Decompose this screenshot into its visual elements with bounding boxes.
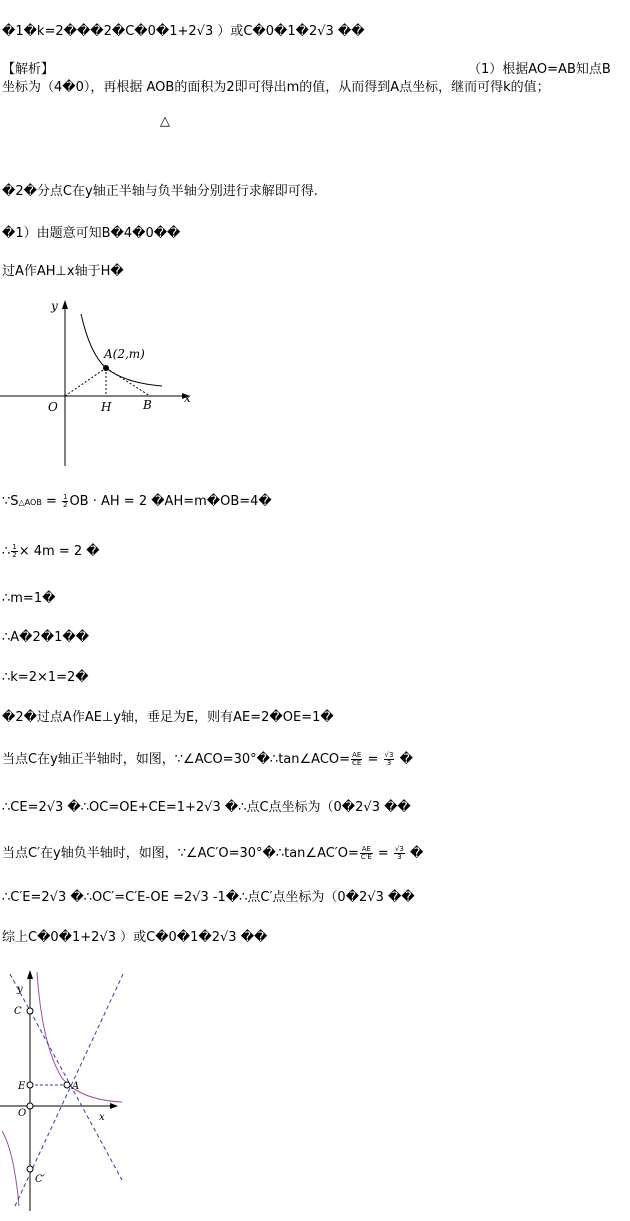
point-E xyxy=(27,1082,33,1088)
label-A: A xyxy=(72,1081,80,1092)
label-C-prime: C′ xyxy=(35,1174,45,1185)
point-C-prime xyxy=(27,1166,33,1172)
solution-line-11: 当点C′在y轴负半轴时，如图，∵∠AC′O=30°�∴tan∠AC′O= $\frac{AE}{C'E}$ = $\frac{√3}{3}$ � xyxy=(2,845,424,861)
solution-line-2: 过A作AH⊥x轴于H� xyxy=(2,264,124,279)
solution-line-10: ∴CE=2√3 �∴OC=OE+CE=1+2√3 �∴点C点坐标为（0�2√3 �� xyxy=(2,800,411,815)
hyperbola-branch-left xyxy=(2,1131,19,1206)
solution-line-1: �1）由题意可知B�4�0�� xyxy=(2,226,181,241)
hyperbola-branch-right xyxy=(37,972,122,1102)
point-O xyxy=(27,1103,33,1109)
label-x: x xyxy=(99,1112,105,1123)
analysis-text-2: 坐标为（4�0），再根据 AOB的面积为2即可得出m的值，从而得到A点坐标，继而可得k的值； xyxy=(2,80,550,95)
label-x: x xyxy=(184,391,191,405)
label-E: E xyxy=(18,1081,26,1092)
analysis-heading: 【解析】 xyxy=(2,62,55,77)
analysis-text-3: �2�分点C在y轴正半轴与负半轴分别进行求解即可得. xyxy=(2,184,318,199)
segment-OA xyxy=(65,368,106,396)
label-y: y xyxy=(51,299,58,313)
solution-line-12: ∴C′E=2√3 �∴OC′=C′E-OE =2√3 -1�∴点C′点坐标为（0�2√3 �� xyxy=(2,890,415,905)
y-axis-arrow-icon xyxy=(62,300,68,309)
label-y: y xyxy=(17,984,23,995)
solution-line-7: ∴k=2×1=2� xyxy=(2,670,89,685)
conclusion-line: 综上C�0�1+2√3 ）或C�0�1�2√3 �� xyxy=(2,930,268,945)
x-axis-arrow-icon xyxy=(110,1103,118,1109)
point-A xyxy=(103,365,109,371)
solution-line-8: �2�过点A作AE⊥y轴，垂足为E，则有AE=2�OE=1� xyxy=(2,710,334,725)
point-A xyxy=(64,1082,70,1088)
label-H: H xyxy=(101,400,112,414)
label-O: O xyxy=(48,400,58,414)
label-A: A(2,m) xyxy=(104,347,145,361)
triangle-symbol: △ xyxy=(160,114,170,129)
point-C xyxy=(27,1008,33,1014)
label-O: O xyxy=(18,1108,27,1119)
y-axis-arrow-icon xyxy=(27,970,33,979)
label-B: B xyxy=(143,398,152,412)
figure-1 xyxy=(0,296,200,466)
label-C: C xyxy=(14,1006,22,1017)
solution-line-4: ∴ $\frac{1}{2}$ × 4m = 2 � xyxy=(2,543,100,559)
figure-2 xyxy=(0,966,140,1211)
solution-line-6: ∴A�2�1�� xyxy=(2,630,90,645)
analysis-text-1: （1）根据AO=AB知点B xyxy=(468,62,611,77)
answer-line: �1�k=2���2�C�0�1+2√3 ）或C�0�1�2√3 �� xyxy=(2,24,365,39)
solution-line-9: 当点C在y轴正半轴时，如图，∵∠ACO=30°�∴tan∠ACO= $\frac{AE}{CE}$ = $\frac{√3}{3}$ � xyxy=(2,751,413,767)
solution-line-3: ∵S△AOB = $\frac{1}{2}$ OB · AH = 2 �AH=m�OB=4� xyxy=(2,493,272,509)
line-CA xyxy=(10,974,122,1180)
solution-line-5: ∴m=1� xyxy=(2,591,56,606)
